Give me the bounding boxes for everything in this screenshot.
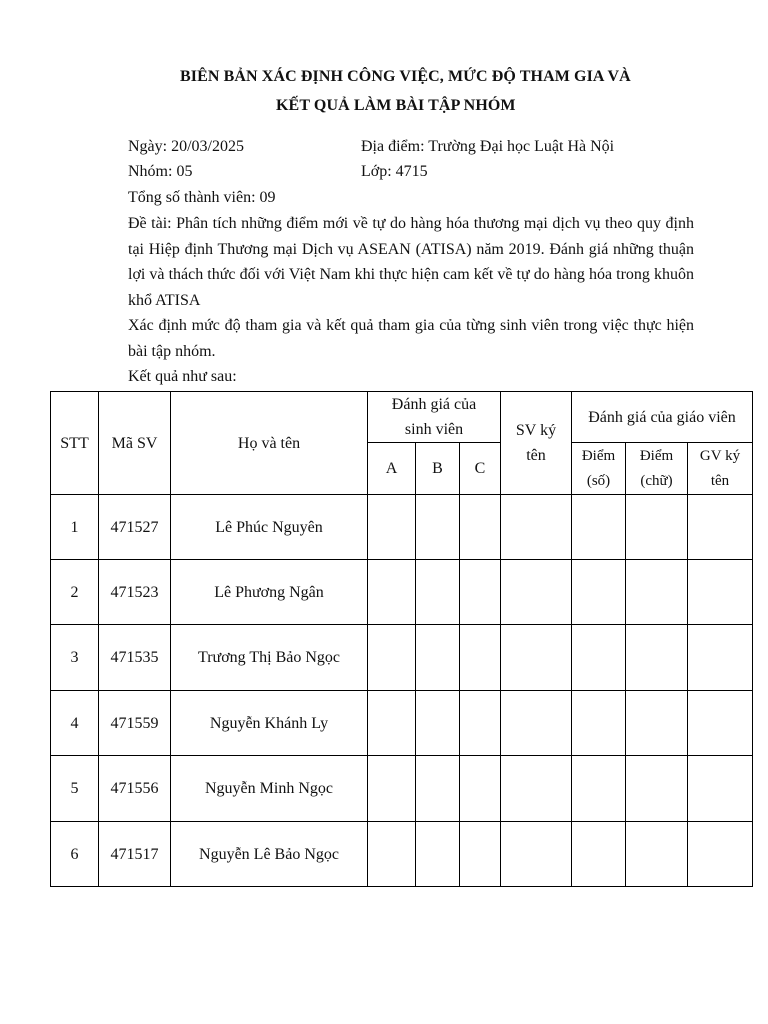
cell-student-sign	[501, 756, 572, 822]
date-label: Ngày: 20/03/2025	[128, 138, 244, 155]
row-stt: 3	[51, 625, 99, 691]
row-stt: 6	[51, 822, 99, 887]
header-grade-a: A	[368, 443, 416, 495]
cell-score-number	[572, 822, 626, 887]
row-stt: 2	[51, 560, 99, 625]
cell-score-number	[572, 625, 626, 691]
cell-teacher-sign	[688, 495, 753, 560]
cell-score-text	[626, 822, 688, 887]
cell-grade-a	[368, 560, 416, 625]
document-title-line2: KẾT QUẢ LÀM BÀI TẬP NHÓM	[276, 97, 516, 114]
header-score-text: Điểm (chữ)	[626, 443, 688, 495]
cell-grade-c	[460, 495, 501, 560]
cell-score-text	[626, 495, 688, 560]
cell-score-text	[626, 756, 688, 822]
header-stt: STT	[51, 392, 99, 495]
evaluation-table	[50, 391, 753, 887]
topic-paragraph: Đề tài: Phân tích những điểm mới về tự do hàng hóa thương mại dịch vụ theo quy định tại Hiệp định Thương mại Dịch vụ ASEAN (ATISA) năm 2019. Đánh giá những thuận lợi và thách thức đối với Việt Nam khi thực hiện cam kết về tự do hàng hóa trong khuôn khổ ATISA	[128, 215, 694, 309]
table-row	[51, 756, 753, 822]
row-student-id: 471517	[99, 822, 171, 887]
cell-score-text	[626, 625, 688, 691]
cell-student-sign	[501, 495, 572, 560]
cell-grade-b	[416, 560, 460, 625]
header-teacher-eval: Đánh giá của giáo viên	[572, 392, 753, 443]
cell-score-text	[626, 691, 688, 756]
result-intro: Kết quả như sau:	[128, 368, 237, 385]
header-student-id: Mã SV	[99, 392, 171, 495]
cell-grade-b	[416, 822, 460, 887]
cell-teacher-sign	[688, 625, 753, 691]
cell-teacher-sign	[688, 756, 753, 822]
members-label: Tổng số thành viên: 09	[128, 189, 276, 206]
cell-student-sign	[501, 560, 572, 625]
row-student-id: 471523	[99, 560, 171, 625]
cell-teacher-sign	[688, 691, 753, 756]
location-label: Địa điểm: Trường Đại học Luật Hà Nội	[361, 138, 615, 155]
cell-grade-b	[416, 691, 460, 756]
row-student-id: 471559	[99, 691, 171, 756]
table-row	[51, 495, 753, 560]
header-full-name: Họ và tên	[171, 392, 368, 495]
row-stt: 5	[51, 756, 99, 822]
header-student-eval: Đánh giá của sinh viên	[368, 392, 501, 443]
cell-teacher-sign	[688, 822, 753, 887]
document-title-line1: BIÊN BẢN XÁC ĐỊNH CÔNG VIỆC, MỨC ĐỘ THAM GIA VÀ	[180, 68, 631, 85]
cell-grade-c	[460, 822, 501, 887]
row-student-id: 471527	[99, 495, 171, 560]
cell-grade-c	[460, 756, 501, 822]
header-grade-c: C	[460, 443, 501, 495]
row-full-name: Nguyễn Lê Bảo Ngọc	[171, 822, 368, 887]
cell-grade-b	[416, 756, 460, 822]
table-row	[51, 560, 753, 625]
cell-grade-a	[368, 691, 416, 756]
cell-score-number	[572, 495, 626, 560]
cell-grade-a	[368, 495, 416, 560]
class-label: Lớp: 4715	[361, 163, 428, 180]
header-grade-b: B	[416, 443, 460, 495]
cell-grade-a	[368, 625, 416, 691]
group-label: Nhóm: 05	[128, 163, 193, 180]
cell-grade-a	[368, 756, 416, 822]
table-row	[51, 625, 753, 691]
cell-grade-b	[416, 625, 460, 691]
row-full-name: Lê Phương Ngân	[171, 560, 368, 625]
header-score-number: Điểm (số)	[572, 443, 626, 495]
cell-teacher-sign	[688, 560, 753, 625]
cell-grade-a	[368, 822, 416, 887]
cell-score-number	[572, 691, 626, 756]
row-full-name: Nguyễn Minh Ngọc	[171, 756, 368, 822]
header-teacher-sign: GV ký tên	[688, 443, 753, 495]
cell-score-text	[626, 560, 688, 625]
cell-grade-c	[460, 560, 501, 625]
row-full-name: Lê Phúc Nguyên	[171, 495, 368, 560]
cell-score-number	[572, 560, 626, 625]
row-stt: 4	[51, 691, 99, 756]
cell-student-sign	[501, 822, 572, 887]
cell-grade-b	[416, 495, 460, 560]
row-full-name: Trương Thị Bảo Ngọc	[171, 625, 368, 691]
cell-student-sign	[501, 625, 572, 691]
cell-score-number	[572, 756, 626, 822]
cell-grade-c	[460, 625, 501, 691]
row-full-name: Nguyễn Khánh Ly	[171, 691, 368, 756]
purpose-paragraph: Xác định mức độ tham gia và kết quả tham gia của từng sinh viên trong việc thực hiện bài tập nhóm.	[128, 317, 694, 360]
cell-student-sign	[501, 691, 572, 756]
row-stt: 1	[51, 495, 99, 560]
cell-grade-c	[460, 691, 501, 756]
table-row	[51, 691, 753, 756]
table-row	[51, 822, 753, 887]
row-student-id: 471556	[99, 756, 171, 822]
header-student-sign: SV ký tên	[501, 392, 572, 495]
row-student-id: 471535	[99, 625, 171, 691]
